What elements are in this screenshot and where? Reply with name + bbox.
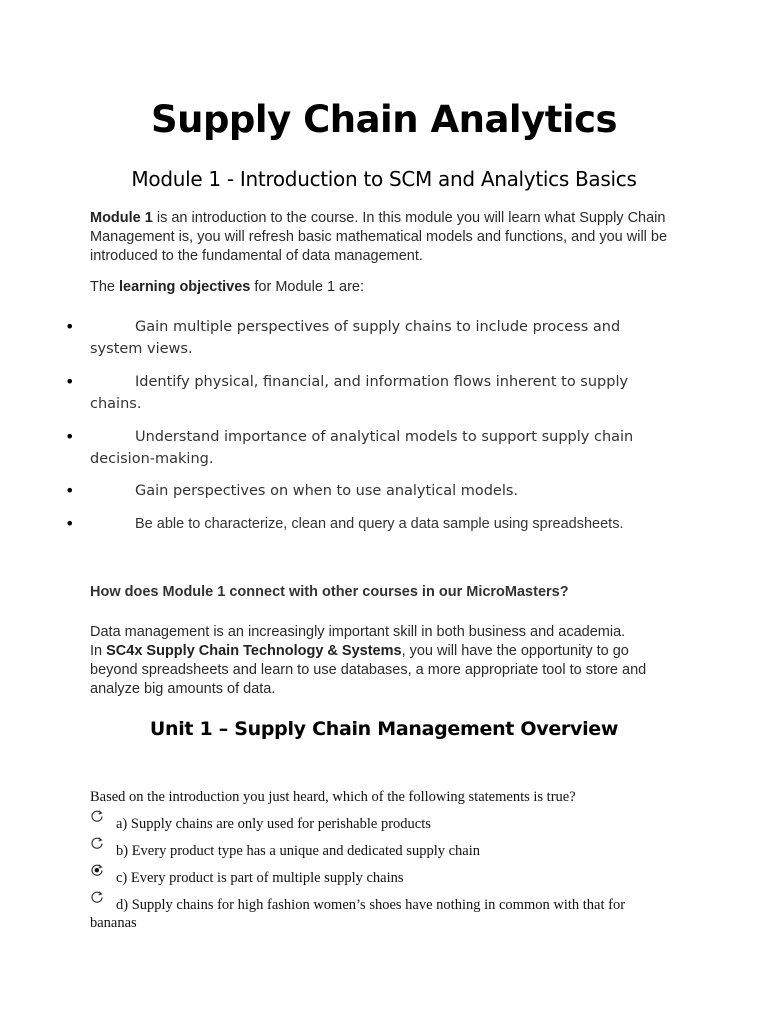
quiz-option[interactable] bbox=[90, 842, 670, 860]
quiz-option[interactable] bbox=[90, 869, 670, 887]
option-label: c) Every product is part of multiple supply chains bbox=[116, 870, 404, 886]
objectives-intro-before: The bbox=[90, 279, 120, 295]
objective-item bbox=[65, 426, 670, 470]
connect-rest: , you will have the opportunity to go beyond spreadsheets and learn to use databases, a more appropriate tool to store and analyze big amounts of data. bbox=[90, 643, 647, 697]
objective-text: Gain multiple perspectives of supply chains to include process and system views. bbox=[90, 319, 621, 357]
bullet-icon: • bbox=[65, 514, 75, 533]
objective-text: Understand importance of analytical models to support supply chain decision-making. bbox=[90, 429, 634, 467]
quiz-prompt: Based on the introduction you just heard, which of the following statements is true? bbox=[90, 789, 576, 805]
course-name: SC4x Supply Chain Technology & Systems bbox=[106, 643, 402, 659]
intro-bold-lead: Module 1 bbox=[90, 210, 153, 226]
connect-heading: How does Module 1 connect with other courses in our MicroMasters? bbox=[90, 584, 569, 600]
objectives-intro-after: for Module 1 are: bbox=[250, 279, 365, 295]
bullet-icon: • bbox=[65, 481, 75, 500]
quiz-option[interactable] bbox=[90, 815, 670, 833]
quiz-option[interactable] bbox=[90, 896, 660, 932]
intro-text: is an introduction to the course. In this module you will learn what Supply Chain Management is, you will refresh basic mathematical models and functions, and you will be introduced to the fundamental of data management. bbox=[90, 210, 668, 264]
objective-item bbox=[65, 513, 670, 535]
connect-line1: Data management is an increasingly important skill in both business and academia. bbox=[90, 624, 626, 640]
connect-in-word: In bbox=[90, 643, 107, 659]
unit-heading: Unit 1 – Supply Chain Management Overview bbox=[149, 718, 619, 740]
objective-item bbox=[65, 316, 670, 360]
option-label: b) Every product type has a unique and dedicated supply chain bbox=[116, 843, 480, 859]
module-subtitle: Module 1 - Introduction to SCM and Analytics Basics bbox=[131, 167, 637, 191]
objective-item bbox=[65, 480, 670, 502]
objective-text: Gain perspectives on when to use analytical models. bbox=[135, 483, 519, 499]
document-title: Supply Chain Analytics bbox=[150, 98, 618, 141]
objective-text: Be able to characterize, clean and query a data sample using spreadsheets. bbox=[135, 516, 624, 532]
connect-paragraph bbox=[90, 623, 680, 699]
bullet-icon: • bbox=[65, 427, 75, 446]
bullet-icon: • bbox=[65, 317, 75, 336]
option-label: a) Supply chains are only used for perishable products bbox=[116, 816, 431, 832]
option-label: d) Supply chains for high fashion women’s shoes have nothing in common with that for bananas bbox=[90, 897, 626, 931]
objectives-intro bbox=[90, 278, 690, 297]
bullet-icon: • bbox=[65, 372, 75, 391]
intro-paragraph bbox=[90, 209, 690, 266]
objective-text: Identify physical, financial, and information flows inherent to supply chains. bbox=[90, 374, 629, 412]
objectives-intro-bold: learning objectives bbox=[119, 279, 251, 295]
objective-item bbox=[65, 371, 670, 415]
